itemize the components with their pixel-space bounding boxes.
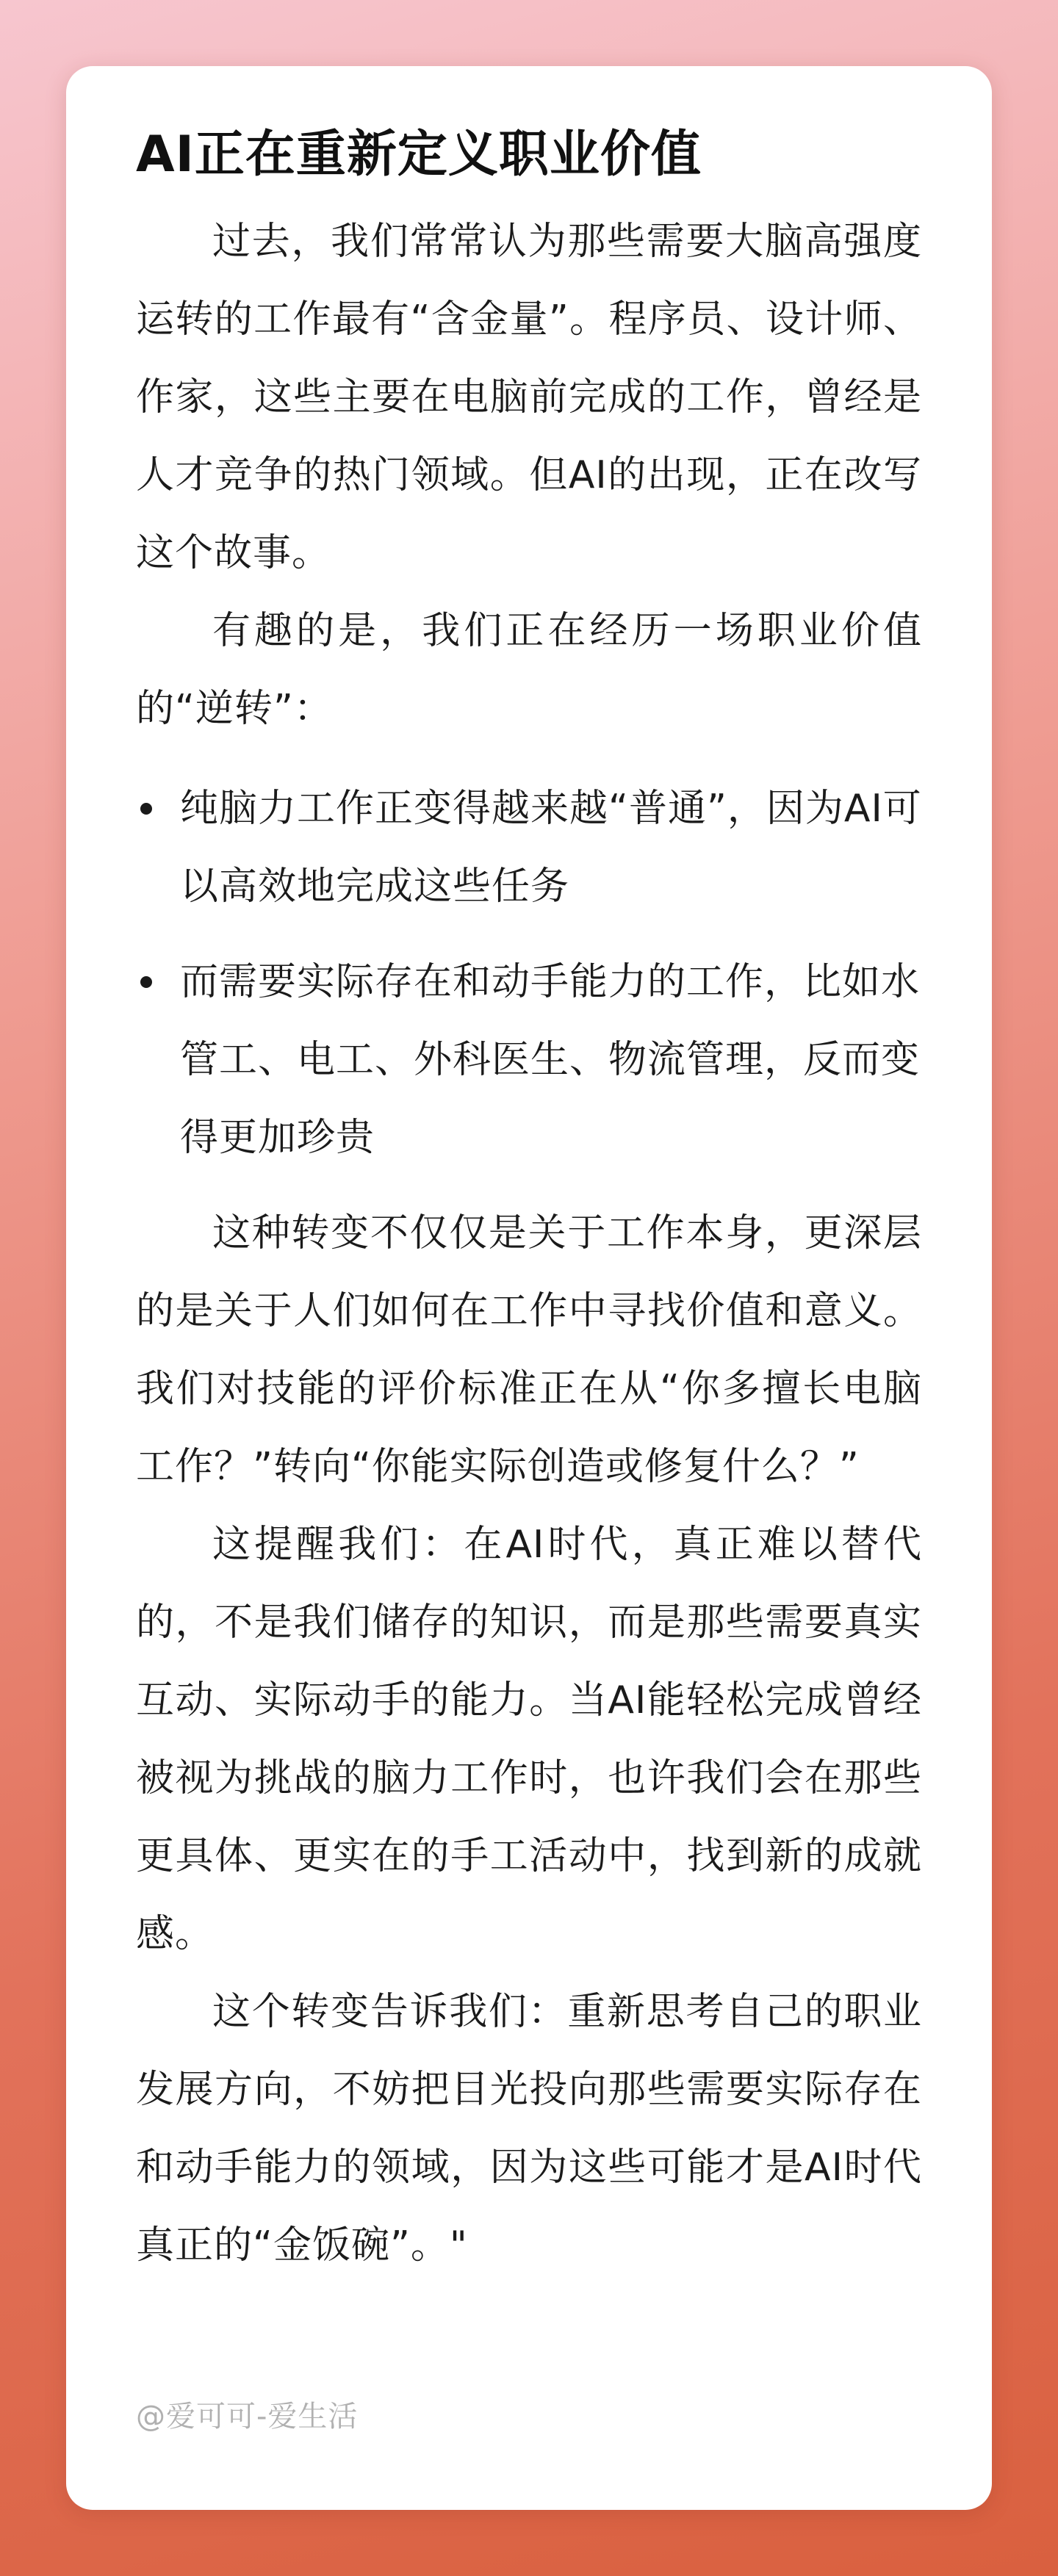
article-paragraph: 有趣的是，我们正在经历一场职业价值的“逆转”： (136, 608, 922, 731)
article-paragraph: 这个转变告诉我们：重新思考自己的职业发展方向，不妨把目光投向那些需要实际存在和动手能力的领域，因为这些可能才是AI时代真正的“金饭碗”。" (136, 1989, 922, 2267)
article-paragraph: 过去，我们常常认为那些需要大脑高强度运转的工作最有“含金量”。程序员、设计师、作家，这些主要在电脑前完成的工作，曾经是人才竞争的热门领域。但AI的出现，正在改写这个故事。 (136, 219, 922, 575)
article-card (66, 66, 992, 2510)
bullet-dot-icon (140, 803, 152, 815)
list-item (136, 770, 922, 926)
article-paragraph: 这提醒我们：在AI时代，真正难以替代的，不是我们储存的知识，而是那些需要真实互动、实际动手的能力。当AI能轻松完成曾经被视为挑战的脑力工作时，也许我们会在那些更具体、更实在的手工活动中，找到新的成就感。 (136, 1522, 922, 1956)
article-paragraph: 这种转变不仅仅是关于工作本身，更深层的是关于人们如何在工作中寻找价值和意义。我们对技能的评价标准正在从“你多擅长电脑工作？”转向“你能实际创造或修复什么？” (136, 1211, 922, 1489)
bullet-list (136, 770, 922, 1177)
author-watermark: @爱可可-爱生活 (136, 2400, 359, 2434)
list-item-text: 而需要实际存在和动手能力的工作，比如水管工、电工、外科医生、物流管理，反而变得更加珍贵 (180, 959, 921, 1160)
article-title: AI正在重新定义职业价值 (136, 126, 702, 184)
list-item (136, 943, 922, 1177)
list-item-text: 纯脑力工作正变得越来越“普通”，因为AI可以高效地完成这些任务 (180, 786, 922, 909)
bullet-dot-icon (140, 976, 152, 988)
